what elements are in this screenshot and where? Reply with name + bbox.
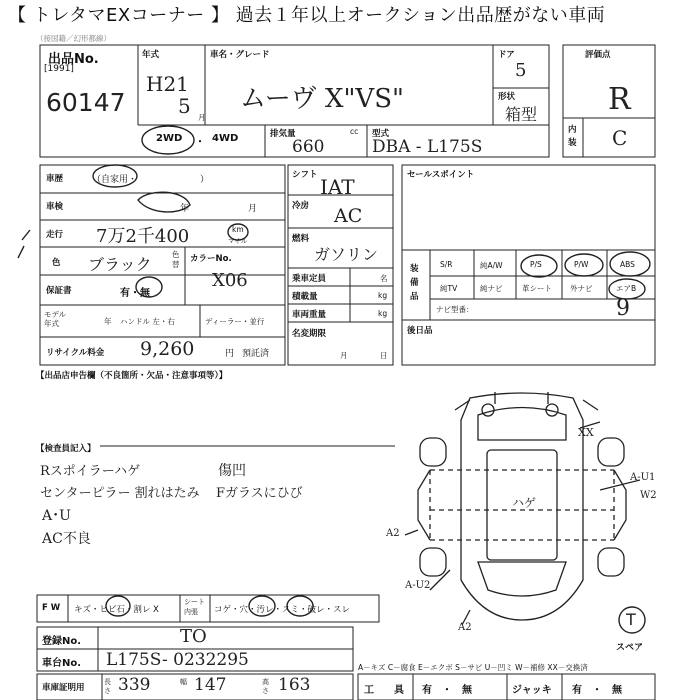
name-change-month: 月 xyxy=(340,351,348,360)
year-month: 5 xyxy=(178,94,191,118)
displacement-value: 660 xyxy=(292,137,325,157)
fw-label: F W xyxy=(42,603,61,613)
inspector-note-left-1: Rスポイラーハゲ xyxy=(40,464,141,479)
model-year-label: モデル年式 xyxy=(44,310,67,328)
recycle-unit: 円 xyxy=(225,349,235,359)
interior-label: 内装 xyxy=(568,125,577,148)
equipment-alloy: 純A/W xyxy=(480,261,503,270)
interior-value: C xyxy=(612,126,628,150)
model-year-dealer: ディーラー・並行 xyxy=(205,317,265,326)
spare-mark: T xyxy=(626,610,636,629)
cert-length-label: 長さ xyxy=(104,678,111,695)
warranty-value: 有・無 xyxy=(120,288,150,299)
model-label: 車名・グレード xyxy=(210,50,270,60)
ac-label: 冷房 xyxy=(292,201,310,211)
fw-sheet-label: シート内張 xyxy=(184,598,205,616)
diagram-mark-xx: XX xyxy=(578,426,594,439)
load-label: 積載量 xyxy=(292,292,318,302)
diagram-mark-a2-left: A2 xyxy=(386,528,400,539)
equipment-handwritten: 9 xyxy=(616,296,630,321)
model-value: ムーヴ X"VS" xyxy=(240,84,404,114)
sales-point-label: セールスポイント xyxy=(407,170,475,180)
door-value: 5 xyxy=(515,60,527,81)
cert-height-value: 163 xyxy=(278,675,311,695)
chassis-label: 車台No. xyxy=(42,658,82,669)
mileage-value: 7万2千400 xyxy=(96,226,190,247)
fuel-value: ガソリン xyxy=(314,245,379,264)
recycle-value: 9,260 xyxy=(140,338,195,360)
inspection-year: 年 xyxy=(180,204,190,214)
equipment-sr: S/R xyxy=(440,260,453,269)
lot-small-code: [1991] xyxy=(44,64,74,74)
shift-label: シフト xyxy=(292,170,318,180)
model-code-label: 型式 xyxy=(372,129,390,139)
model-code-value: DBA - L175S xyxy=(372,137,483,157)
history-value: （自家用・ ） xyxy=(92,175,210,185)
score-label: 評価点 xyxy=(585,50,611,60)
door-label: ドア xyxy=(498,50,515,60)
cert-length-value: 339 xyxy=(118,675,151,695)
shape-value: 箱型 xyxy=(505,105,538,124)
equipment-pw: P/W xyxy=(574,260,589,269)
equipment-navi: 純ナビ xyxy=(480,284,503,293)
jack-value: 有 ・ 無 xyxy=(572,685,622,696)
inspector-note-left-4: AC不良 xyxy=(42,531,91,547)
year-label: 年式 xyxy=(142,50,160,60)
diagram-mark-hage: ハゲ xyxy=(512,496,537,510)
capacity-label: 乗車定員 xyxy=(292,274,327,284)
equipment-tv: 純TV xyxy=(440,284,458,293)
equipment-abs: ABS xyxy=(620,260,635,269)
shape-label: 形状 xyxy=(498,92,516,102)
tools-value: 有 ・ 無 xyxy=(422,685,472,696)
inspection-month: 月 xyxy=(248,204,258,214)
shift-value: IAT xyxy=(320,175,355,199)
displacement-label: 排気量 xyxy=(270,129,296,139)
lot-label: 出品No. xyxy=(48,52,99,67)
history-label: 車歴 xyxy=(46,174,64,184)
spare-label: スペア xyxy=(616,643,644,653)
post-notes-label: 後日品 xyxy=(407,326,433,336)
inspector-note-left-2: センターピラー 割れはたみ xyxy=(40,486,200,501)
registration-value: TO xyxy=(180,626,207,647)
inspector-note-right-2: Fガラスにひび xyxy=(216,486,303,501)
seller-notes-label: 【出品店申告欄（不良箇所・欠品・注意事項等）】 xyxy=(36,371,228,381)
drive-sep: ・ xyxy=(195,137,205,148)
fw-options2: コゲ・穴・汚レ・スミ・破レ・スレ xyxy=(214,605,351,615)
color-sub: 色替 xyxy=(172,250,180,269)
load-unit: kg xyxy=(378,291,388,300)
cert-height-label: 高さ xyxy=(262,678,269,695)
cert-label: 車庫証明用 xyxy=(42,683,85,693)
cert-width-label: 幅 xyxy=(180,678,187,686)
warranty-label: 保証書 xyxy=(46,286,72,296)
color-no-value: X06 xyxy=(212,270,248,291)
header-faded-text: （接国籍／幻形都線） xyxy=(36,34,111,43)
displacement-unit: cc xyxy=(350,127,359,136)
registration-label: 登録No. xyxy=(42,636,82,647)
weight-label: 車両重量 xyxy=(292,310,327,320)
drive-2wd: 2WD xyxy=(156,133,183,144)
equipment-label: 装備品 xyxy=(410,264,419,302)
diagram-mark-au2: A-U2 xyxy=(405,580,431,591)
weight-unit: kg xyxy=(378,309,388,318)
name-change-label: 名変期限 xyxy=(292,329,327,339)
fuel-label: 燃料 xyxy=(292,234,310,244)
name-change-day: 日 xyxy=(380,351,388,360)
ac-value: AC xyxy=(334,205,363,227)
fw-options: キズ・ヒビ石・割レ X xyxy=(74,605,159,615)
mileage-unit-km: km xyxy=(232,225,244,234)
inspector-notes-label: 【検査員記入】 xyxy=(36,442,100,454)
color-no-label: カラーNo. xyxy=(190,254,232,264)
inspector-note-right-1: 傷凹 xyxy=(218,463,246,479)
capacity-unit: 名 xyxy=(380,274,388,283)
lot-number: 60147 xyxy=(46,88,126,117)
color-label: 色 xyxy=(52,258,61,268)
equipment-navi-model: ナビ型番： xyxy=(436,305,474,314)
drive-4wd: 4WD xyxy=(212,133,239,144)
mileage-label: 走行 xyxy=(46,230,64,240)
equipment-ext-navi: 外ナビ xyxy=(570,284,593,293)
equipment-ps: P/S xyxy=(530,260,542,269)
diagram-mark-w2: W2 xyxy=(640,490,657,501)
tools-label: 工 具 xyxy=(364,685,404,696)
model-year-year: 年 xyxy=(104,317,112,326)
banner-title: 【 トレタマEXコーナー 】 過去１年以上オークション出品歴がない車両 xyxy=(8,5,606,26)
diagram-mark-a2-bottom: A2 xyxy=(458,622,472,633)
year-month-unit: 月 xyxy=(198,113,206,122)
jack-label: ジャッキ xyxy=(512,685,552,696)
model-year-handle: ハンドル 左・右 xyxy=(120,317,175,326)
diagram-mark-au1: A-U1 xyxy=(630,472,656,483)
damage-legend: A－キズ C－腐食 E－エクボ S－サビ U－凹ミ W－補修 XX－交換済 xyxy=(358,663,588,672)
inspector-note-left-3: A･U xyxy=(42,508,71,524)
recycle-label: リサイクル料金 xyxy=(46,348,105,358)
year-value: H21 xyxy=(146,72,189,96)
score-value: R xyxy=(608,82,631,117)
recycle-note: 預託済 xyxy=(242,349,270,359)
cert-width-value: 147 xyxy=(194,675,227,695)
inspection-label: 車検 xyxy=(46,202,64,212)
equipment-leather: 革シート xyxy=(522,284,552,293)
color-value: ブラック xyxy=(88,255,152,274)
mileage-unit-mile: マイル xyxy=(228,237,248,245)
equipment-airbag: エアB xyxy=(616,284,637,293)
chassis-value: L175S- 0232295 xyxy=(106,650,249,670)
